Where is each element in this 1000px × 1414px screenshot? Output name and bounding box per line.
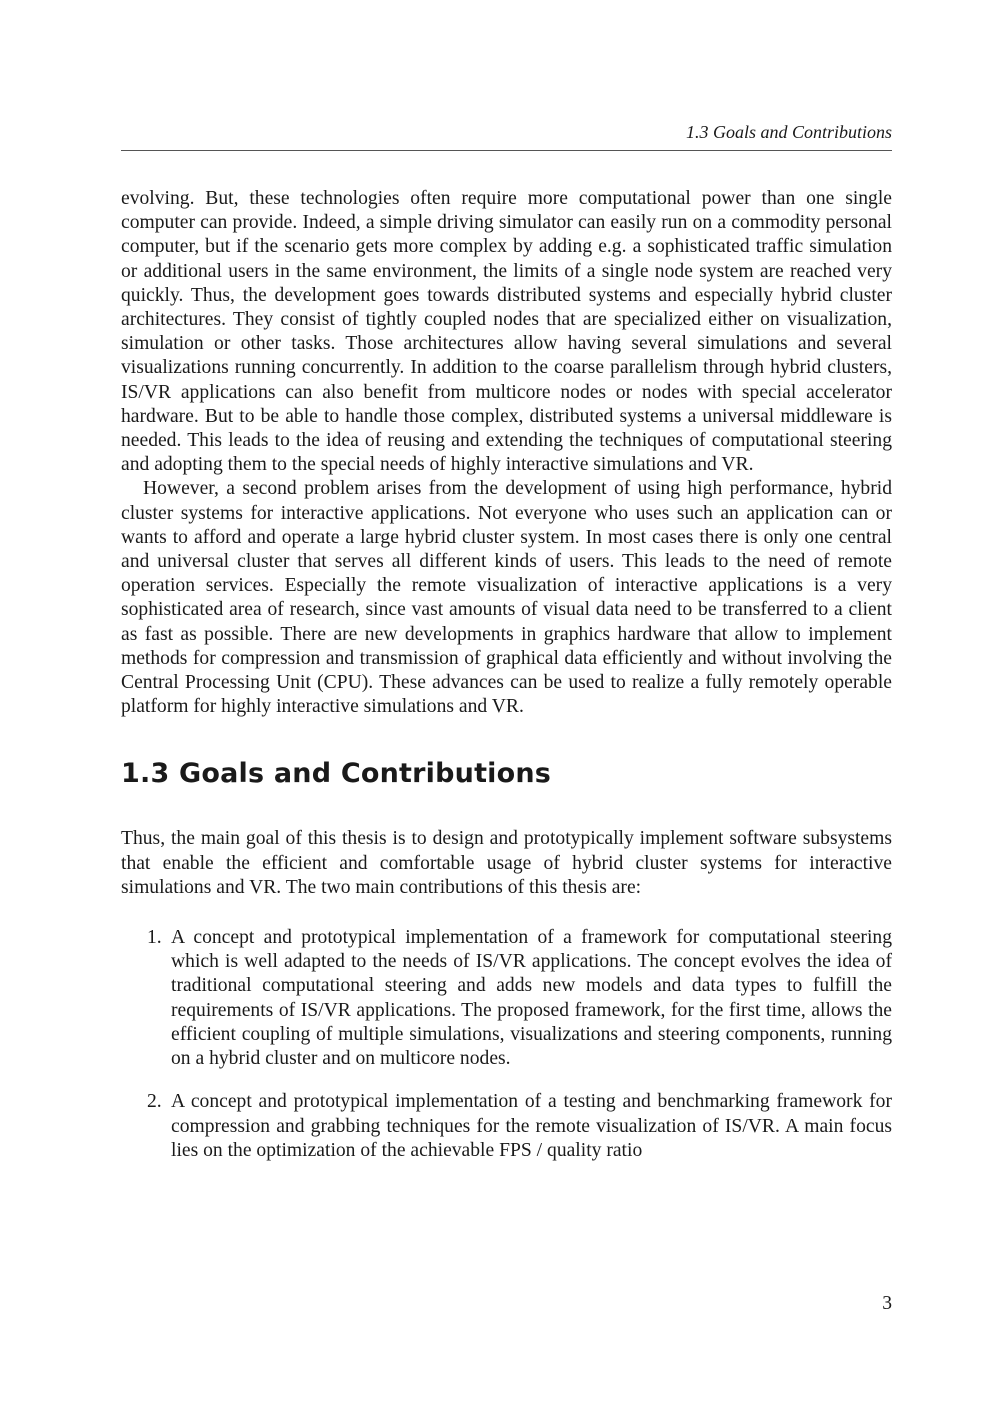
list-item: [121, 1090, 892, 1163]
page-number: 3: [882, 1293, 892, 1314]
running-header: 1.3 Goals and Contributions: [121, 120, 892, 151]
section-heading: 1.3 Goals and Contributions: [121, 758, 552, 790]
section-intro-paragraph: Thus, the main goal of this thesis is to design and prototypically implement software subsystems that enable the efficient and comfortable usage of hybrid cluster systems for interactive simulations and VR. The two main contributions of this thesis are:: [121, 828, 892, 898]
list-item: [121, 926, 892, 1071]
list-item-number: 1.: [147, 927, 162, 949]
body-paragraph-1: evolving. But, these technologies often require more computational power than one single computer can provide. Indeed, a simple driving simulator can easily run on a commodity personal computer, but if the scenario gets more complex by adding e.g. a sophisticated traffic simulation or additional users in the same environment, the limits of a single node system are reached very quickly. Thus, the development goes towards distributed systems and especially hybrid cluster architectures. They consist of tightly coupled nodes that are specialized either on visualization, simulation or other tasks. Those architectures allow having several simulations and several visualizations running concurrently. In addition to the coarse parallelism through hybrid clusters, IS/VR applications can also benefit from multicore nodes or nodes with special accelerator hardware. But to be able to handle those complex, distributed systems a universal middleware is needed. This leads to the idea of reusing and extending the techniques of computational steering and adopting them to the special needs of highly interactive simulations and VR.: [121, 188, 892, 476]
list-item-text: A concept and prototypical implementation of a framework for computational steering which is well adapted to the needs of IS/VR applications. The concept evolves the idea of traditional computational steering and adds new models and data types to fulfill the requirements of IS/VR applications. The proposed framework, for the first time, allows the efficient coupling of multiple simulations, visualizations and steering components, running on a hybrid cluster and on multicore nodes.: [171, 927, 892, 1070]
contributions-list: [121, 926, 892, 1163]
list-item-number: 2.: [147, 1091, 162, 1113]
list-item-text: A concept and prototypical implementation of a testing and benchmarking framework for compression and grabbing techniques for the remote visualization of IS/VR. A main focus lies on the optimization of the achievable FPS / quality ratio: [171, 1091, 892, 1161]
page-body: [121, 187, 892, 1182]
body-paragraph-2: However, a second problem arises from the development of using high performance, hybrid cluster systems for interactive applications. Not everyone who uses such an application can or wants to afford and operate a large hybrid cluster system. In most cases there is only one central and universal cluster that serves all different kinds of users. This leads to the need of remote operation services. Especially the remote visualization of interactive applications is a very sophisticated area of research, since vast amounts of visual data need to be transferred to a client as fast as possible. There are new developments in graphics hardware that allow to implement methods for compression and transmission of graphical data efficiently and without involving the Central Processing Unit (CPU). These advances can be used to realize a fully remotely operable platform for highly interactive simulations and VR.: [121, 478, 892, 718]
